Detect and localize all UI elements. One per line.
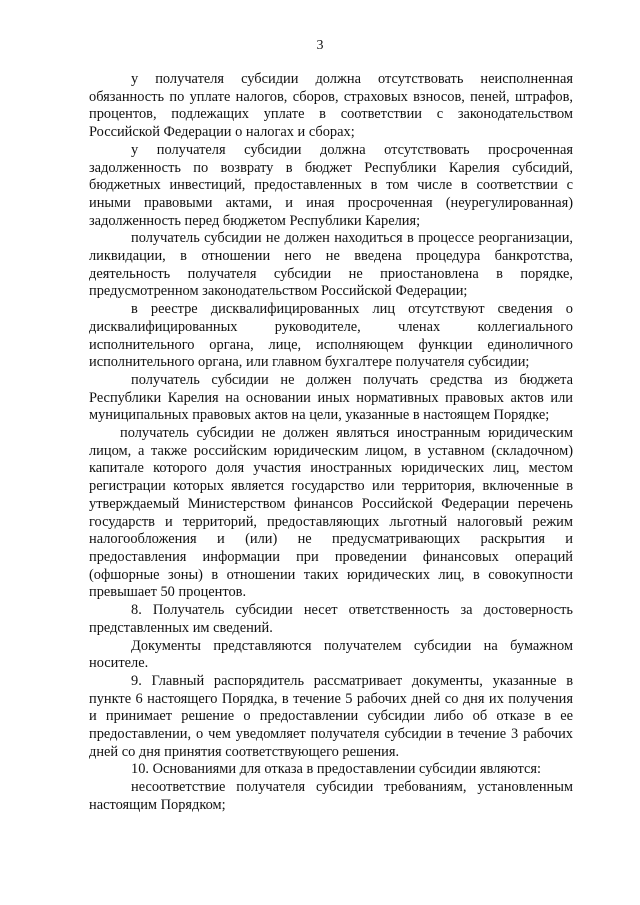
- paragraph-other-funds: получатель субсидии не должен получать средства из бюджета Республики Карелия на основании иных нормативных правовых актов или муниципальных правовых актов на цели, указанные в настоящем Порядке;: [89, 371, 573, 424]
- paragraph-item-10: 10. Основаниями для отказа в предоставлении субсидии являются:: [131, 761, 541, 778]
- paragraph-tax-obligations: у получателя субсидии должна отсутствовать неисполненная обязанность по уплате налогов, сборов, страховых взносов, пеней, штрафов, процентов, подлежащих уплате в соответствии с законодательством Российской Федерации о налогах и сборах;: [89, 71, 573, 141]
- paragraph-documents-paper: Документы представляются получателем субсидии на бумажном носителе.: [89, 637, 573, 672]
- paragraph-refusal-ground-1: несоответствие получателя субсидии требованиям, установленным настоящим Порядком;: [89, 779, 573, 813]
- paragraph-reorganization: получатель субсидии не должен находиться в процессе реорганизации, ликвидации, в отношении него не введена процедура банкротства, деятельность получателя субсидии не приостановлена в порядке, предусмотренном законодательством Российской Федерации;: [89, 230, 573, 300]
- paragraph-item-8: 8. Получатель субсидии несет ответственность за достоверность представленных им сведений.: [89, 602, 573, 636]
- paragraph-foreign-entity: получатель субсидии не должен являться иностранным юридическим лицом, а также российским юридическим лицом, в уставном (складочном) капитале которого доля участия иностранных юридических лиц, местом регистрации которых является государство или территория, включенные в утверждаемый Министерством финансов Российской Федерации перечень государств и территорий, предоставляющих льготный налоговый режим налогообложения и (или) не предусматривающих раскрытия и предоставления информации при проведении финансовых операций (офшорные зоны) в отношении таких юридических лиц, в совокупности превышает 50 процентов.: [89, 425, 573, 601]
- paragraph-disqualified-persons: в реестре дисквалифицированных лиц отсутствуют сведения о дисквалифицированных руководителе, членах коллегиального исполнительного органа, лице, исполняющем функции единоличного исполнительного органа, или главном бухгалтере получателя субсидии;: [89, 301, 573, 371]
- paragraph-budget-debt: у получателя субсидии должна отсутствовать просроченная задолженность по возврату в бюджет Республики Карелия субсидий, бюджетных инвестиций, предоставленных в том числе в соответствии с иными правовыми актами, и иная просроченная (неурегулированная) задолженность перед бюджетом Республики Карелия;: [89, 141, 573, 229]
- body-text: [89, 71, 573, 815]
- page-number: 3: [316, 38, 324, 53]
- paragraph-item-9: 9. Главный распорядитель рассматривает документы, указанные в пункте 6 настоящего Порядка, в течение 5 рабочих дней со дня их получения и принимает решение о предоставлении субсидии либо об отказе в ее предоставлении, о чем уведомляет получателя субсидии в течение 3 рабочих дней со дня принятия соответствующего решения.: [89, 672, 573, 760]
